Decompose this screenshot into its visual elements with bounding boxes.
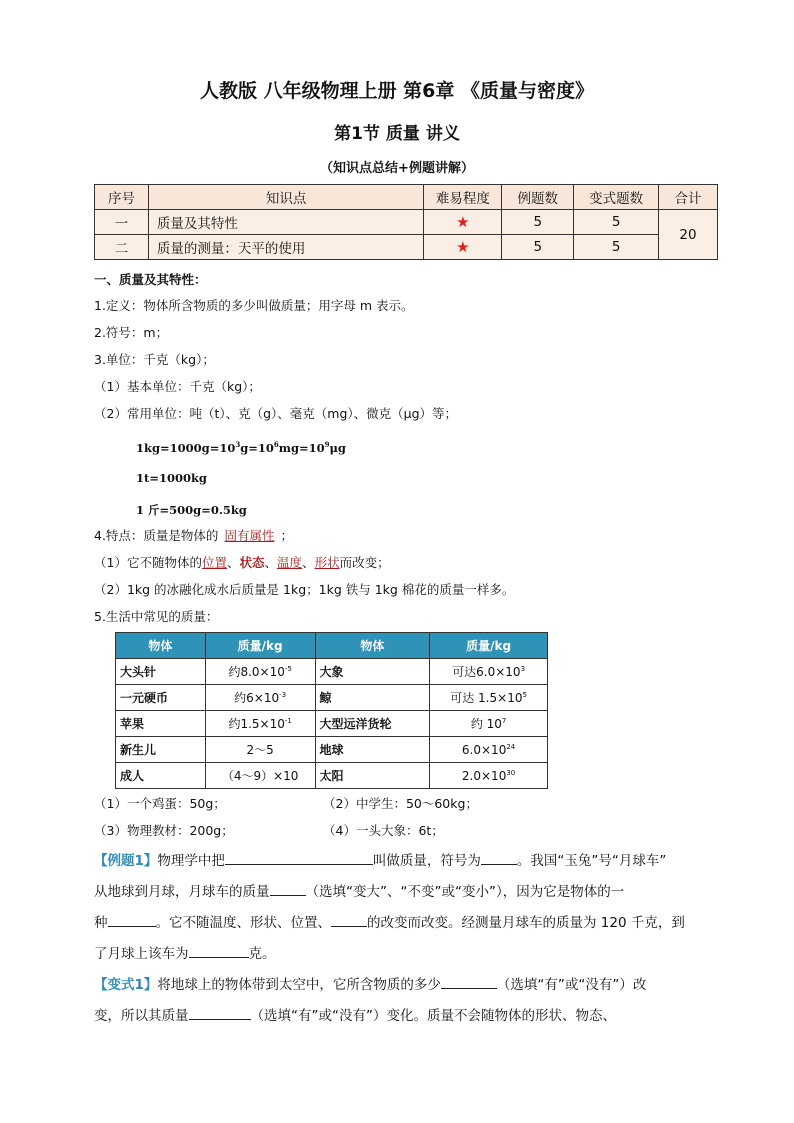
row-number: 二 — [95, 235, 149, 260]
answer-state: 状态 — [239, 555, 265, 570]
header-cell: 知识点 — [148, 185, 424, 210]
base-unit-line: （1）基本单位：千克（kg）； — [94, 379, 261, 394]
object-name: 大型远洋货轮 — [315, 711, 430, 737]
example-item: （3）物理教材：200g； — [94, 823, 234, 838]
star-icon: ★ — [424, 210, 502, 235]
total-cell: 20 — [659, 210, 718, 260]
object-name: 苹果 — [116, 711, 206, 737]
example-tag: 【例题1】 — [94, 853, 158, 869]
row-topic: 质量的测量：天平的使用 — [148, 235, 424, 260]
table-row — [116, 763, 548, 789]
answer-temperature: 温度 — [277, 555, 303, 570]
row-examples: 5 — [502, 235, 574, 260]
variant-tag: 【变式1】 — [94, 977, 158, 993]
common-mass-heading: 5.生活中常见的质量： — [94, 609, 219, 624]
variant-question-1: 【变式1】将地球上的物体带到太空中，它所含物质的多少 （选填“有”或“没有”）改 变，所以其质量 （选填“有”或“没有”）变化。质量不会随物体的形状、物态、 — [94, 970, 706, 1032]
object-name: 一元硬币 — [116, 685, 206, 711]
object-mass: （4～9）×10 — [205, 763, 315, 789]
object-name: 成人 — [116, 763, 206, 789]
object-mass: 约$1.5\times 10^{-1}$ — [205, 711, 315, 737]
common-mass-table — [115, 632, 548, 789]
answer-blank[interactable] — [225, 850, 373, 865]
object-name: 大头针 — [116, 659, 206, 685]
header-cell: 序号 — [95, 185, 149, 210]
object-mass: 约 $10^7$ — [430, 711, 548, 737]
invariance-line: （1）它不随物体的位置、状态、温度、形状而改变； — [94, 555, 390, 570]
ice-example-line: （2）1kg 的冰融化成水后质量是 1kg；1kg 铁与 1kg 棉花的质量一样多。 — [94, 582, 515, 597]
object-mass: 约$6\times 10^{-3}$ — [205, 685, 315, 711]
object-name: 鲸 — [315, 685, 430, 711]
object-name: 新生儿 — [116, 737, 206, 763]
overview-table — [94, 184, 718, 260]
row-examples: 5 — [502, 210, 574, 235]
example-item: （2）中学生：50～60kg； — [323, 796, 478, 811]
row-variants: 5 — [574, 210, 659, 235]
header-cell: 合计 — [659, 185, 718, 210]
object-mass: $6.0\times 10^{24}$ — [430, 737, 548, 763]
conversion-formula-1: $1kg=1000g=10^3g=10^6mg=10^9\mu g$ — [136, 440, 346, 455]
object-mass: 可达$6.0\times 10^3$ — [430, 659, 548, 685]
answer-blank[interactable] — [441, 974, 497, 989]
table-row — [95, 210, 718, 235]
table-row — [116, 659, 548, 685]
example-item: （1）一个鸡蛋：50g； — [94, 796, 226, 811]
answer-blank[interactable] — [108, 912, 156, 927]
object-mass: 约$8.0\times 10^{-5}$ — [205, 659, 315, 685]
answer-position: 位置 — [201, 555, 227, 570]
overview-header-row — [95, 185, 718, 210]
definition-line: 1.定义：物体所含物质的多少叫做质量；用字母 m 表示。 — [94, 298, 414, 313]
section-title: 第1节 质量 讲义 — [334, 124, 460, 144]
object-name: 大象 — [315, 659, 430, 685]
section-note: （知识点总结+例题讲解） — [320, 161, 474, 176]
table-row — [116, 737, 548, 763]
mass-header-row — [116, 633, 548, 659]
answer-inherent-property: 固有属性 — [224, 528, 275, 543]
header-cell: 物体 — [315, 633, 430, 659]
table-row — [116, 711, 548, 737]
object-mass: 可达 $1.5\times 10^5$ — [430, 685, 548, 711]
star-icon: ★ — [424, 235, 502, 260]
row-variants: 5 — [574, 235, 659, 260]
header-cell: 变式题数 — [574, 185, 659, 210]
header-cell: 物体 — [116, 633, 206, 659]
header-cell: 难易程度 — [424, 185, 502, 210]
object-name: 太阳 — [315, 763, 430, 789]
header-cell: 质量/kg — [430, 633, 548, 659]
unit-line: 3.单位：千克（kg）； — [94, 352, 215, 367]
answer-blank[interactable] — [189, 943, 249, 958]
section-heading: 一、质量及其特性： — [94, 272, 207, 287]
answer-blank[interactable] — [481, 850, 517, 865]
table-row — [116, 685, 548, 711]
conversion-formula-3: 1 斤=500g=0.5kg — [136, 503, 247, 517]
header-cell: 质量/kg — [205, 633, 315, 659]
answer-blank[interactable] — [270, 881, 306, 896]
answer-blank[interactable] — [331, 912, 367, 927]
object-mass: $2.0\times 10^{30}$ — [430, 763, 548, 789]
common-units-line: （2）常用单位：吨（t）、克（g）、毫克（mg）、微克（μg）等； — [94, 406, 458, 421]
object-mass: 2～5 — [205, 737, 315, 763]
property-line: 4.特点：质量是物体的 固有属性 ； — [94, 528, 293, 543]
object-name: 地球 — [315, 737, 430, 763]
table-row — [95, 235, 718, 260]
example-item: （4）一头大象：6t； — [323, 823, 444, 838]
answer-shape: 形状 — [314, 555, 340, 570]
document-title: 人教版 八年级物理上册 第6章 《质量与密度》 — [199, 80, 595, 102]
answer-blank[interactable] — [189, 1005, 251, 1020]
example-question-1: 【例题1】物理学中把 叫做质量，符号为 。我国“玉兔”号“月球车” 从地球到月球，月球车的质量 （选填“变大”、“不变”或“变小”），因为它是物体的一 种 。它不随温度、形状、位置、 的改变而改变。经测量月球车的质量为 120 千克，到 了月球上该车为 克。 — [94, 846, 706, 970]
row-topic: 质量及其特性 — [148, 210, 424, 235]
symbol-line: 2.符号：m； — [94, 325, 169, 340]
header-cell: 例题数 — [502, 185, 574, 210]
row-number: 一 — [95, 210, 149, 235]
conversion-formula-2: 1t=1000kg — [136, 471, 207, 485]
